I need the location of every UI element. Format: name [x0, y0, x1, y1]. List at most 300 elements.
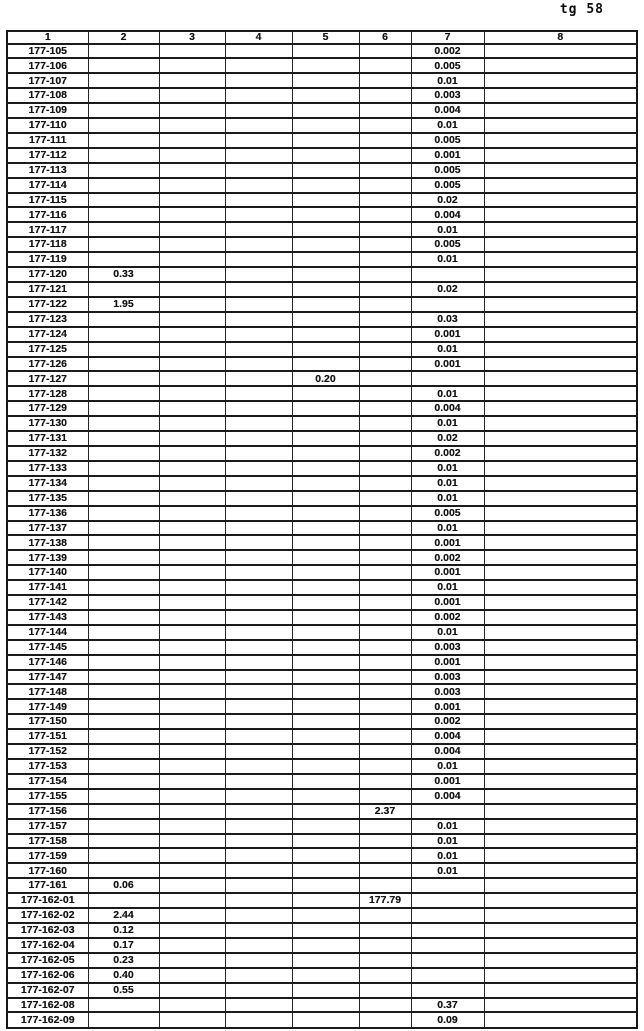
value-cell: [225, 610, 292, 625]
value-cell: 0.001: [411, 148, 484, 163]
value-cell: [225, 312, 292, 327]
value-cell: [159, 983, 225, 998]
value-cell: [359, 476, 411, 491]
value-cell: [484, 446, 637, 461]
table-header: [7, 31, 637, 44]
value-cell: [159, 118, 225, 133]
value-cell: [292, 908, 359, 923]
value-cell: [359, 44, 411, 59]
value-cell: [159, 461, 225, 476]
value-cell: [88, 714, 159, 729]
value-cell: [484, 848, 637, 863]
value-cell: 0.01: [411, 834, 484, 849]
value-cell: 0.002: [411, 550, 484, 565]
value-cell: 0.005: [411, 178, 484, 193]
value-cell: [484, 521, 637, 536]
value-cell: [159, 133, 225, 148]
value-cell: [359, 535, 411, 550]
table-row: [7, 103, 637, 118]
value-cell: 0.01: [411, 118, 484, 133]
value-cell: [159, 848, 225, 863]
value-cell: [225, 252, 292, 267]
value-cell: [159, 580, 225, 595]
table-row: [7, 282, 637, 297]
value-cell: [88, 893, 159, 908]
value-cell: [88, 252, 159, 267]
value-cell: [359, 625, 411, 640]
value-cell: [484, 491, 637, 506]
value-cell: [484, 684, 637, 699]
value-cell: [359, 491, 411, 506]
row-id-cell: 177-108: [7, 88, 88, 103]
table-row: [7, 252, 637, 267]
value-cell: [359, 222, 411, 237]
value-cell: [225, 789, 292, 804]
value-cell: [484, 804, 637, 819]
value-cell: [292, 699, 359, 714]
value-cell: [359, 342, 411, 357]
table-row: [7, 401, 637, 416]
row-id-cell: 177-159: [7, 848, 88, 863]
value-cell: [292, 550, 359, 565]
value-cell: [484, 565, 637, 580]
value-cell: [411, 804, 484, 819]
value-cell: [225, 178, 292, 193]
table-row: [7, 207, 637, 222]
value-cell: [292, 103, 359, 118]
value-cell: [359, 878, 411, 893]
value-cell: [359, 163, 411, 178]
value-cell: [292, 610, 359, 625]
table-row: [7, 88, 637, 103]
value-cell: [88, 595, 159, 610]
value-cell: [359, 88, 411, 103]
value-cell: [159, 968, 225, 983]
table-row: [7, 58, 637, 73]
value-cell: [88, 416, 159, 431]
value-cell: [484, 148, 637, 163]
value-cell: [359, 848, 411, 863]
value-cell: [159, 670, 225, 685]
value-cell: [359, 252, 411, 267]
value-cell: [292, 893, 359, 908]
row-id-cell: 177-129: [7, 401, 88, 416]
value-cell: [159, 491, 225, 506]
value-cell: [359, 148, 411, 163]
value-cell: [484, 1012, 637, 1028]
value-cell: [225, 863, 292, 878]
value-cell: 0.33: [88, 267, 159, 282]
value-cell: [225, 625, 292, 640]
table-body: [7, 44, 637, 1029]
value-cell: 0.004: [411, 744, 484, 759]
value-cell: [484, 878, 637, 893]
value-cell: [159, 759, 225, 774]
value-cell: [88, 476, 159, 491]
value-cell: [88, 998, 159, 1013]
value-cell: [159, 178, 225, 193]
row-id-cell: 177-128: [7, 386, 88, 401]
value-cell: 0.005: [411, 58, 484, 73]
table-row: [7, 431, 637, 446]
table-row: [7, 1012, 637, 1028]
value-cell: 0.12: [88, 923, 159, 938]
value-cell: [225, 73, 292, 88]
value-cell: [292, 580, 359, 595]
value-cell: [159, 565, 225, 580]
value-cell: [225, 953, 292, 968]
table-row: [7, 983, 637, 998]
value-cell: [88, 44, 159, 59]
column-header-5: 5: [292, 31, 359, 44]
value-cell: [359, 923, 411, 938]
column-header-6: 6: [359, 31, 411, 44]
value-cell: [88, 431, 159, 446]
value-cell: [225, 133, 292, 148]
data-table: [6, 30, 638, 1029]
row-id-cell: 177-162-01: [7, 893, 88, 908]
value-cell: [292, 923, 359, 938]
value-cell: [225, 401, 292, 416]
table-row: [7, 327, 637, 342]
value-cell: [292, 297, 359, 312]
value-cell: [225, 237, 292, 252]
table-row: [7, 476, 637, 491]
header-row: [7, 31, 637, 44]
value-cell: [411, 893, 484, 908]
value-cell: [484, 193, 637, 208]
table-row: [7, 848, 637, 863]
value-cell: [225, 491, 292, 506]
value-cell: [88, 342, 159, 357]
value-cell: [359, 789, 411, 804]
value-cell: 0.01: [411, 863, 484, 878]
column-header-3: 3: [159, 31, 225, 44]
value-cell: [359, 416, 411, 431]
value-cell: [484, 938, 637, 953]
row-id-cell: 177-160: [7, 863, 88, 878]
row-id-cell: 177-122: [7, 297, 88, 312]
value-cell: [359, 73, 411, 88]
value-cell: 0.01: [411, 819, 484, 834]
value-cell: [292, 834, 359, 849]
value-cell: [292, 863, 359, 878]
value-cell: 2.44: [88, 908, 159, 923]
value-cell: [225, 267, 292, 282]
value-cell: [159, 371, 225, 386]
row-id-cell: 177-144: [7, 625, 88, 640]
value-cell: [359, 58, 411, 73]
value-cell: [225, 699, 292, 714]
value-cell: [484, 744, 637, 759]
value-cell: 0.23: [88, 953, 159, 968]
row-id-cell: 177-123: [7, 312, 88, 327]
value-cell: [88, 207, 159, 222]
value-cell: [359, 207, 411, 222]
value-cell: [292, 357, 359, 372]
value-cell: [88, 357, 159, 372]
value-cell: [159, 744, 225, 759]
value-cell: [88, 73, 159, 88]
value-cell: [359, 178, 411, 193]
value-cell: [88, 610, 159, 625]
table-row: [7, 580, 637, 595]
row-id-cell: 177-111: [7, 133, 88, 148]
value-cell: [292, 759, 359, 774]
value-cell: [159, 610, 225, 625]
row-id-cell: 177-137: [7, 521, 88, 536]
value-cell: [225, 163, 292, 178]
value-cell: [292, 968, 359, 983]
table-row: [7, 893, 637, 908]
value-cell: [292, 312, 359, 327]
value-cell: [159, 893, 225, 908]
row-id-cell: 177-162-02: [7, 908, 88, 923]
value-cell: [292, 998, 359, 1013]
table-row: [7, 878, 637, 893]
value-cell: [159, 789, 225, 804]
table-row: [7, 714, 637, 729]
value-cell: [88, 655, 159, 670]
table-row: [7, 550, 637, 565]
value-cell: [225, 908, 292, 923]
value-cell: [225, 983, 292, 998]
value-cell: [411, 297, 484, 312]
value-cell: [292, 744, 359, 759]
value-cell: [88, 789, 159, 804]
value-cell: [88, 699, 159, 714]
value-cell: [225, 357, 292, 372]
value-cell: [88, 103, 159, 118]
row-id-cell: 177-143: [7, 610, 88, 625]
column-header-8: 8: [484, 31, 637, 44]
value-cell: [292, 342, 359, 357]
value-cell: [159, 908, 225, 923]
value-cell: [359, 759, 411, 774]
value-cell: [88, 759, 159, 774]
value-cell: 0.01: [411, 386, 484, 401]
value-cell: [484, 610, 637, 625]
value-cell: [411, 371, 484, 386]
row-id-cell: 177-133: [7, 461, 88, 476]
value-cell: [88, 774, 159, 789]
value-cell: [484, 312, 637, 327]
row-id-cell: 177-146: [7, 655, 88, 670]
value-cell: [159, 521, 225, 536]
value-cell: [359, 998, 411, 1013]
value-cell: 0.17: [88, 938, 159, 953]
row-id-cell: 177-126: [7, 357, 88, 372]
table-row: [7, 789, 637, 804]
value-cell: [159, 923, 225, 938]
value-cell: [225, 729, 292, 744]
value-cell: [484, 118, 637, 133]
table-row: [7, 371, 637, 386]
value-cell: [225, 819, 292, 834]
value-cell: [359, 461, 411, 476]
value-cell: [292, 44, 359, 59]
value-cell: [359, 729, 411, 744]
value-cell: [159, 222, 225, 237]
value-cell: [159, 431, 225, 446]
value-cell: [292, 848, 359, 863]
value-cell: [159, 44, 225, 59]
value-cell: [484, 535, 637, 550]
value-cell: [88, 640, 159, 655]
value-cell: [88, 670, 159, 685]
row-id-cell: 177-120: [7, 267, 88, 282]
table-row: [7, 759, 637, 774]
value-cell: [88, 491, 159, 506]
value-cell: [292, 446, 359, 461]
value-cell: [484, 625, 637, 640]
value-cell: [88, 744, 159, 759]
value-cell: [292, 983, 359, 998]
value-cell: [292, 267, 359, 282]
value-cell: [88, 237, 159, 252]
table-row: [7, 178, 637, 193]
value-cell: [484, 819, 637, 834]
table-row: [7, 416, 637, 431]
table-row: [7, 729, 637, 744]
value-cell: [292, 774, 359, 789]
value-cell: [359, 357, 411, 372]
page-number-label: tg 58: [559, 2, 604, 17]
table-row: [7, 565, 637, 580]
value-cell: [359, 610, 411, 625]
value-cell: [225, 207, 292, 222]
value-cell: [88, 1012, 159, 1028]
table-row: [7, 819, 637, 834]
table-row: [7, 834, 637, 849]
value-cell: [292, 535, 359, 550]
value-cell: 0.004: [411, 103, 484, 118]
table-row: [7, 908, 637, 923]
value-cell: [292, 640, 359, 655]
value-cell: [484, 863, 637, 878]
row-id-cell: 177-116: [7, 207, 88, 222]
value-cell: 0.005: [411, 237, 484, 252]
value-cell: [292, 953, 359, 968]
value-cell: [159, 1012, 225, 1028]
value-cell: [484, 386, 637, 401]
value-cell: [484, 327, 637, 342]
value-cell: 0.01: [411, 625, 484, 640]
row-id-cell: 177-140: [7, 565, 88, 580]
value-cell: 0.003: [411, 640, 484, 655]
row-id-cell: 177-113: [7, 163, 88, 178]
value-cell: [292, 282, 359, 297]
value-cell: [484, 178, 637, 193]
table-row: [7, 461, 637, 476]
value-cell: [88, 848, 159, 863]
value-cell: [411, 923, 484, 938]
value-cell: [159, 386, 225, 401]
value-cell: [359, 103, 411, 118]
value-cell: [225, 148, 292, 163]
value-cell: 0.01: [411, 521, 484, 536]
value-cell: [88, 282, 159, 297]
value-cell: 0.003: [411, 88, 484, 103]
value-cell: 0.002: [411, 610, 484, 625]
value-cell: [159, 506, 225, 521]
value-cell: [225, 655, 292, 670]
value-cell: [411, 878, 484, 893]
row-id-cell: 177-132: [7, 446, 88, 461]
value-cell: [159, 193, 225, 208]
table-row: [7, 535, 637, 550]
table-row: [7, 297, 637, 312]
value-cell: [88, 565, 159, 580]
value-cell: [292, 252, 359, 267]
value-cell: [484, 461, 637, 476]
value-cell: [292, 73, 359, 88]
value-cell: [159, 595, 225, 610]
value-cell: [484, 893, 637, 908]
value-cell: [225, 923, 292, 938]
value-cell: [88, 506, 159, 521]
value-cell: [484, 163, 637, 178]
value-cell: [292, 729, 359, 744]
value-cell: [484, 908, 637, 923]
value-cell: [484, 983, 637, 998]
value-cell: [159, 357, 225, 372]
value-cell: 0.003: [411, 684, 484, 699]
value-cell: [292, 416, 359, 431]
value-cell: [225, 1012, 292, 1028]
value-cell: [484, 88, 637, 103]
value-cell: 0.001: [411, 535, 484, 550]
value-cell: [484, 789, 637, 804]
table-row: [7, 386, 637, 401]
row-id-cell: 177-162-05: [7, 953, 88, 968]
row-id-cell: 177-155: [7, 789, 88, 804]
value-cell: [359, 684, 411, 699]
table-row: [7, 118, 637, 133]
value-cell: [359, 386, 411, 401]
value-cell: [292, 491, 359, 506]
value-cell: 0.01: [411, 476, 484, 491]
value-cell: [292, 431, 359, 446]
value-cell: [292, 133, 359, 148]
value-cell: [225, 431, 292, 446]
value-cell: [225, 848, 292, 863]
value-cell: [225, 297, 292, 312]
value-cell: 0.004: [411, 401, 484, 416]
row-id-cell: 177-131: [7, 431, 88, 446]
value-cell: [484, 252, 637, 267]
row-id-cell: 177-157: [7, 819, 88, 834]
value-cell: [484, 923, 637, 938]
table-row: [7, 267, 637, 282]
column-header-2: 2: [88, 31, 159, 44]
value-cell: [484, 44, 637, 59]
value-cell: [359, 431, 411, 446]
value-cell: [159, 416, 225, 431]
row-id-cell: 177-162-06: [7, 968, 88, 983]
value-cell: [159, 684, 225, 699]
value-cell: [88, 819, 159, 834]
value-cell: [359, 237, 411, 252]
value-cell: [225, 998, 292, 1013]
value-cell: [484, 640, 637, 655]
value-cell: [225, 476, 292, 491]
value-cell: [292, 655, 359, 670]
value-cell: [484, 998, 637, 1013]
row-id-cell: 177-110: [7, 118, 88, 133]
value-cell: [359, 282, 411, 297]
value-cell: [359, 938, 411, 953]
